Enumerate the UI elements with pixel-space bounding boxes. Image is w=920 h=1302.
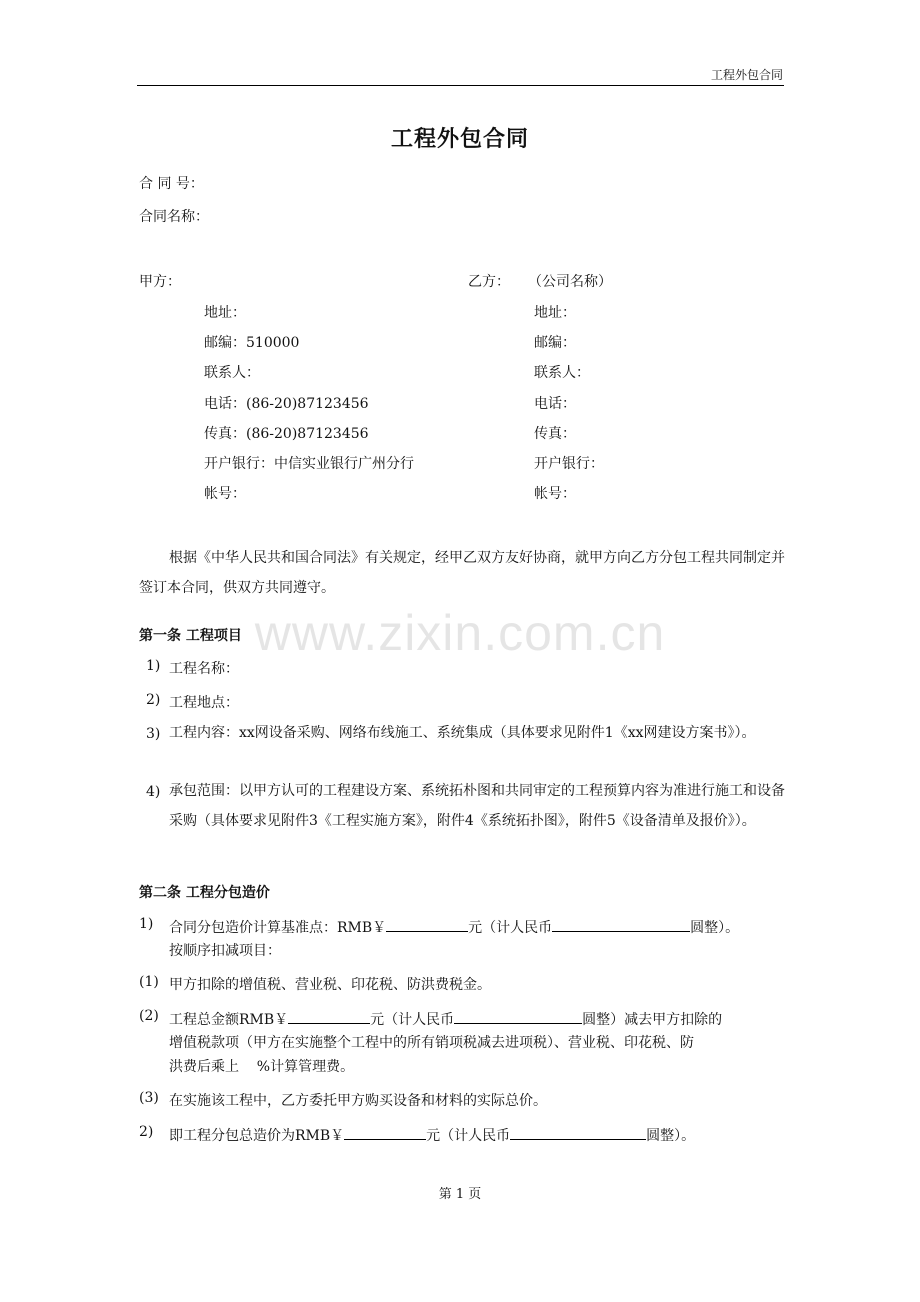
article1-item4-text: 承包范围：以甲方认可的工程建设方案、系统拓朴图和共同审定的工程预算内容为准进行施工和设备采购（具体要求见附件3《工程实施方案》，附件4《系统拓扑图》，附件5《设备清单及报价》）。: [169, 783, 785, 829]
party-b-label: 乙方：: [468, 274, 510, 290]
article2-sub2-line1: [169, 1008, 722, 1029]
article1-item3-num: 3): [146, 726, 161, 742]
party-a-address: 地址：: [204, 305, 246, 321]
header-rule: [137, 85, 784, 86]
party-a-account: 帐号：: [204, 486, 246, 502]
article2-item2-middle: 元（计人民币: [426, 1128, 511, 1144]
article1-item2-num: 2): [146, 692, 161, 708]
party-a-label: 甲方：: [139, 274, 181, 290]
article2-sub2-amount-blank: [288, 1008, 370, 1024]
article1-item3-span: 工程内容：xx网设备采购、网络布线施工、系统集成（具体要求见附件1《xx网建设方案书》）。: [169, 725, 756, 741]
party-a-contact: 联系人：: [204, 365, 260, 381]
article2-item1-suffix: 圆整）。: [690, 920, 740, 936]
party-b-postcode: 邮编：: [534, 335, 576, 351]
party-a-bank: 开户银行：中信实业银行广州分行: [204, 456, 414, 472]
party-a-fax: 传真：(86-20)87123456: [204, 426, 369, 442]
article2-sub2-middle: 元（计人民币: [370, 1012, 455, 1028]
article2-heading: 第二条 工程分包造价: [139, 885, 270, 901]
article2-sub2-num: (2): [139, 1008, 159, 1024]
article2-item1-prefix: 合同分包造价计算基准点：RMB￥: [169, 920, 387, 936]
contract-name-label: 合同名称：: [139, 209, 209, 225]
article2-sub3-text: 在实施该工程中，乙方委托甲方购买设备和材料的实际总价。: [169, 1093, 547, 1109]
article2-item2-num: 2): [139, 1124, 154, 1140]
party-a-postcode: 邮编：510000: [204, 335, 300, 351]
article2-item2-amount-blank: [344, 1124, 426, 1140]
party-b-account: 帐号：: [534, 486, 576, 502]
article2-item1-words-blank: [552, 916, 690, 932]
article1-item4-num: 4): [146, 784, 161, 800]
article2-sub2-line3: 洪费后乘上 %计算管理费。: [169, 1059, 355, 1075]
party-b-address: 地址：: [534, 305, 576, 321]
article1-item3-text: [169, 718, 785, 748]
article2-sub2-suffix: 圆整）减去甲方扣除的: [582, 1012, 723, 1028]
document-title: 工程外包合同: [390, 126, 529, 152]
article2-sub1-num: (1): [139, 974, 159, 990]
article1-item1-text: 工程名称：: [169, 661, 239, 677]
running-header: 工程外包合同: [710, 68, 783, 82]
article2-item1-amount-blank: [386, 916, 468, 932]
article1-heading: 第一条 工程项目: [139, 628, 242, 644]
article2-item1-line1: [169, 916, 739, 937]
article2-item1-middle: 元（计人民币: [468, 920, 553, 936]
article2-sub1-text: 甲方扣除的增值税、营业税、印花税、防洪费税金。: [169, 977, 491, 993]
article2-sub2-line2: 增值税款项（甲方在实施整个工程中的所有销项税减去进项税）、营业税、印花税、防: [169, 1035, 694, 1051]
article2-sub2-words-blank: [454, 1008, 582, 1024]
article1-item1-num: 1): [146, 658, 161, 674]
article2-item1-num: 1): [139, 916, 154, 932]
article2-item1-line2: 按顺序扣减项目：: [169, 943, 281, 959]
article2-item2-words-blank: [510, 1124, 646, 1140]
party-b-phone: 电话：: [534, 396, 576, 412]
party-a-phone: 电话：(86-20)87123456: [204, 396, 369, 412]
article2-sub3-num: (3): [139, 1090, 159, 1106]
article2-item2-suffix: 圆整）。: [646, 1128, 696, 1144]
page-number: 第 1 页: [438, 1187, 482, 1202]
party-b-contact: 联系人：: [534, 365, 590, 381]
party-b-fax: 传真：: [534, 426, 576, 442]
contract-no-label: 合 同 号：: [139, 176, 204, 192]
preamble-paragraph: 根据《中华人民共和国合同法》有关规定，经甲乙双方友好协商，就甲方向乙方分包工程共同制定并签订本合同，供双方共同遵守。: [139, 550, 785, 596]
party-b-company: （公司名称）: [528, 274, 612, 290]
party-b-bank: 开户银行：: [534, 456, 604, 472]
article2-item2-line: [169, 1124, 695, 1145]
article2-sub2-prefix: 工程总金额RMB￥: [169, 1012, 289, 1028]
watermark: www.zixin.com.cn: [254, 605, 666, 661]
article1-item2-text: 工程地点：: [169, 695, 239, 711]
article2-item2-prefix: 即工程分包总造价为RMB￥: [169, 1128, 345, 1144]
